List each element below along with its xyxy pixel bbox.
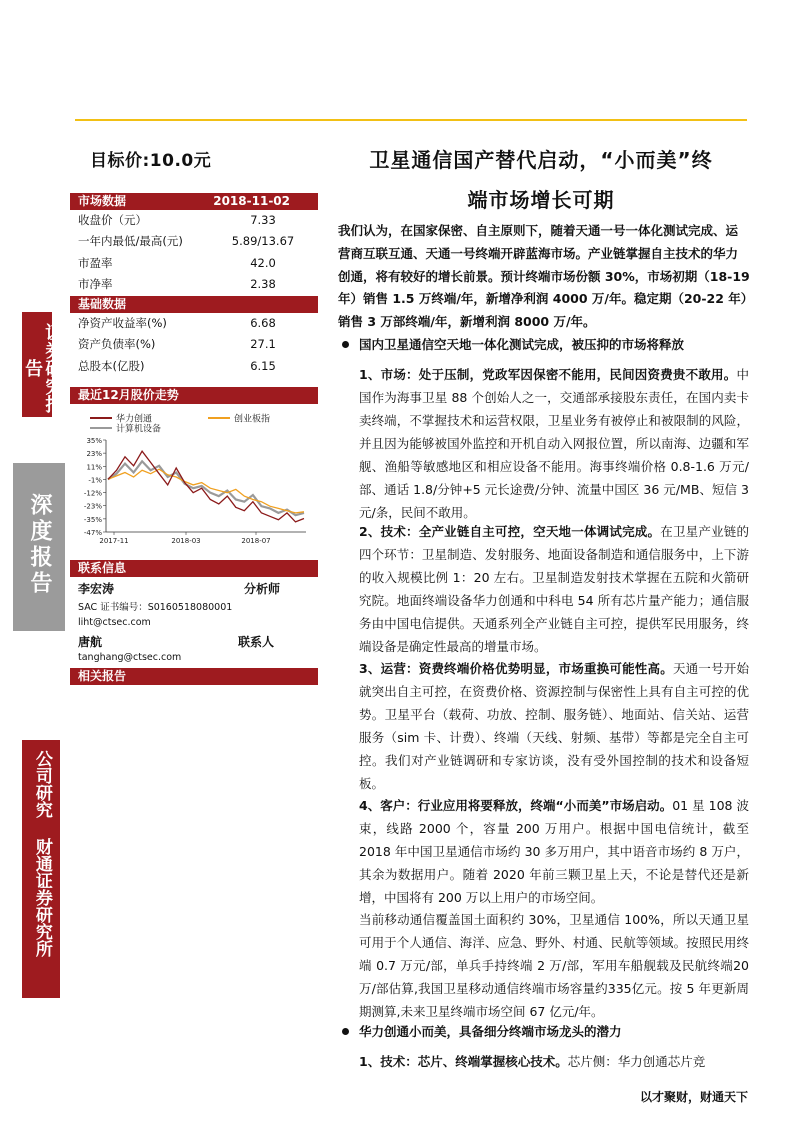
paragraph-technology-body: 在卫星产业链的四个环节：卫星制造、发射服务、地面设备制造和通信服务中，上下游的收入规模比例 1：20 左右。卫星制造发射技术掌握在五院和火箭研究院。地面终端设备华力创通和中科电 54 所有芯片量产能力；通信服务由中国电信提供。天通系列全产业链自主可控，提供军民用服务，终端设备是确定性最高的增量市场。 [359,524,749,654]
basic-data-table [70,296,318,377]
basic-data-title: 基础数据 [78,297,127,311]
bullet-heading-2 [338,1022,622,1040]
market-row [70,210,318,231]
related-reports-header [70,668,318,685]
depth-report-text: 深度报告 [26,493,52,597]
x-tick-label: 2018-03 [171,537,201,545]
report-type-stamp [22,312,64,417]
market-value: 2.38 [250,276,276,291]
analyst-email[interactable]: liht@ctsec.com [78,617,151,628]
bullet-1-text: 国内卫星通信空天地一体化测试完成，被压抑的市场将释放 [359,337,685,352]
header-rule [75,119,747,121]
contact-name: 唐航 [78,635,103,649]
title-line-2: 端市场增长可期 [467,188,615,212]
paragraph-chip-tech-head: 1、技术：芯片、终端掌握核心技术。 [359,1054,568,1069]
paragraph-market-body: 中国作为海事卫星 88 个创始人之一，交通部承接股东责任，在国内卖卡卖终端，不掌握技术和运营权限，卫星业务有被停止和被限制的风险，并且因为能够被国外监控和开机自动入网报位置，所以南海、边疆和军舰、渔船等敏感地区和相应设备不能用。海事终端价格 0.8-1.6 万元/部、通话 1.8/分钟+5 元长途费/分钟、流量中国区 36 元/MB、短信 3 元/条，民间不敢用。 [359,367,749,520]
y-tick-label: 35% [86,437,102,445]
legend-label: 华力创通 [116,414,153,425]
bullet-2-text: 华力创通小而美，具备细分终端市场龙头的潜力 [359,1024,622,1039]
paragraph-chip-tech-body: 芯片侧：华力创通芯片竞 [567,1054,706,1069]
title-line-1: 卫星通信国产替代启动，“小而美”终 [369,148,713,172]
basic-row [70,356,318,377]
analyst-role: 分析师 [243,582,280,596]
basic-value: 6.15 [250,358,276,373]
contact-header [70,560,318,577]
basic-key: 总股本(亿股) [78,358,145,373]
y-tick-label: -1% [88,476,102,485]
paragraph-market [359,363,749,524]
company-research-stamp [22,740,60,998]
depth-report-stamp [13,463,65,631]
footer-slogan: 以才聚财，财通天下 [640,1090,749,1104]
summary-paragraph: 我们认为，在国家保密、自主原则下，随着天通一号一体化测试完成、运营商互联互通、天通一号终端开辟蓝海市场。产业链掌握自主技术的华力创通，将有较好的增长前景。预计终端市场份额 30%，市场初期（18-19 年）销售 1.5 万终端/年，新增净利润 4000 万/年。稳定期（20-22 年）销售 3 万部终端/年，新增利润 8000 万/年。 [338,223,750,330]
paragraph-market-head: 1、市场：处于压制，党政军因保密不能用，民间因资费贵不敢用。 [359,367,737,382]
basic-row [70,313,318,334]
report-title [335,140,747,220]
basic-data-header [70,296,318,313]
firm-name-text: 财通证券研究所 [31,837,52,957]
y-tick-label: -23% [83,502,102,511]
chart-header [70,387,318,404]
basic-key: 资产负债率(%) [78,337,156,352]
paragraph-technology-head: 2、技术：全产业链自主可控，空天地一体调试完成。 [359,524,661,539]
market-key: 市盈率 [78,255,113,270]
market-data-table [70,193,318,295]
x-tick-label: 2018-07 [241,537,271,545]
market-value: 5.89/13.67 [231,234,295,249]
target-price: 目标价:10.0元 [90,151,212,171]
legend-label: 计算机设备 [116,424,162,435]
y-tick-label: -35% [83,515,102,524]
chart-header-title: 最近12月股价走势 [78,388,179,402]
basic-value: 27.1 [250,337,276,352]
paragraph-operation-head: 3、运营：资费终端价格优势明显，市场重换可能性高。 [359,661,673,676]
basic-value: 6.68 [250,316,276,330]
paragraph-customer [359,794,749,909]
y-tick-label: -47% [83,529,102,537]
bullet-heading-1 [338,335,684,353]
paragraph-operation [359,657,749,795]
market-row [70,231,318,252]
bullet-dot-icon [342,341,349,348]
market-value: 7.33 [250,213,276,227]
report-type-text: 证券研究报告 [22,322,64,413]
y-tick-label: -12% [83,489,102,498]
basic-row [70,334,318,355]
market-key: 收盘价（元） [78,213,147,227]
market-row [70,274,318,295]
contact-header-title: 联系信息 [78,561,127,575]
price-chart-svg [70,408,318,548]
contact-section [70,560,318,685]
contact-email[interactable]: tanghang@ctsec.com [78,652,182,663]
paragraph-chip-tech [359,1050,749,1073]
paragraph-customer-head: 4、客户：行业应用将要释放，终端“小而美”市场启动。 [359,798,673,813]
x-tick-label: 2017-11 [99,537,129,545]
paragraph-customer-body: 01 星 108 波束，线路 2000 个，容量 200 万用户。根据中国电信统计，截至 2018 年中国卫星通信市场约 30 多万用户，其中语音市场约 8 万户，其余为数据用户。随着 2020 年前三颗卫星上天，不论是替代还是新增，中国将有 200 万以上用户的市场空间。 [359,798,749,905]
price-chart [70,408,318,548]
analyst-name: 李宏涛 [78,582,115,596]
contact-role: 联系人 [237,635,274,649]
legend-label: 创业板指 [234,414,271,425]
market-data-title: 市场数据 [78,194,127,208]
y-tick-label: 11% [86,463,102,472]
market-data-header [70,193,318,210]
related-reports-title: 相关报告 [78,669,127,683]
market-key: 市净率 [78,276,113,291]
analyst-cert: SAC 证书编号：S0160518080001 [78,602,233,613]
paragraph-market-size: 当前移动通信覆盖国土面积约 30%，卫星通信 100%，所以天通卫星可用于个人通信、海洋、应急、野外、村通、民航等领域。按照民用终端 0.7 万元/部，单兵手持终端 2 万/部，军用车船舰载及民航终端20万/部估算,我国卫星移动通信终端市场容量约335亿元。按 5 年更新周期测算,未来卫星终端市场空间 67 亿元/年。 [359,912,749,1019]
company-research-text: 公司研究 [31,750,52,818]
bullet-dot-icon [342,1028,349,1035]
market-data-date: 2018-11-02 [213,194,290,208]
paragraph-operation-body: 天通一号开始就突出自主可控，在资费价格、资源控制与保密性上具有自主可控的优势。卫星平台（载荷、功放、控制、服务链）、地面站、信关站、运营服务（sim 卡、计费）、终端（天线、射频、基带）等都是完全自主可控。我们对产业链调研和专家访谈，没有受外国控制的技术和设备短板。 [359,661,749,791]
chart-header-bar [70,387,318,404]
market-row [70,253,318,274]
market-value: 42.0 [250,255,276,270]
basic-key: 净资产收益率(%) [78,316,167,330]
paragraph-technology [359,520,749,658]
market-key: 一年内最低/最高(元) [78,234,183,249]
y-tick-label: 23% [86,450,102,459]
series-line-chuangye [108,469,304,513]
